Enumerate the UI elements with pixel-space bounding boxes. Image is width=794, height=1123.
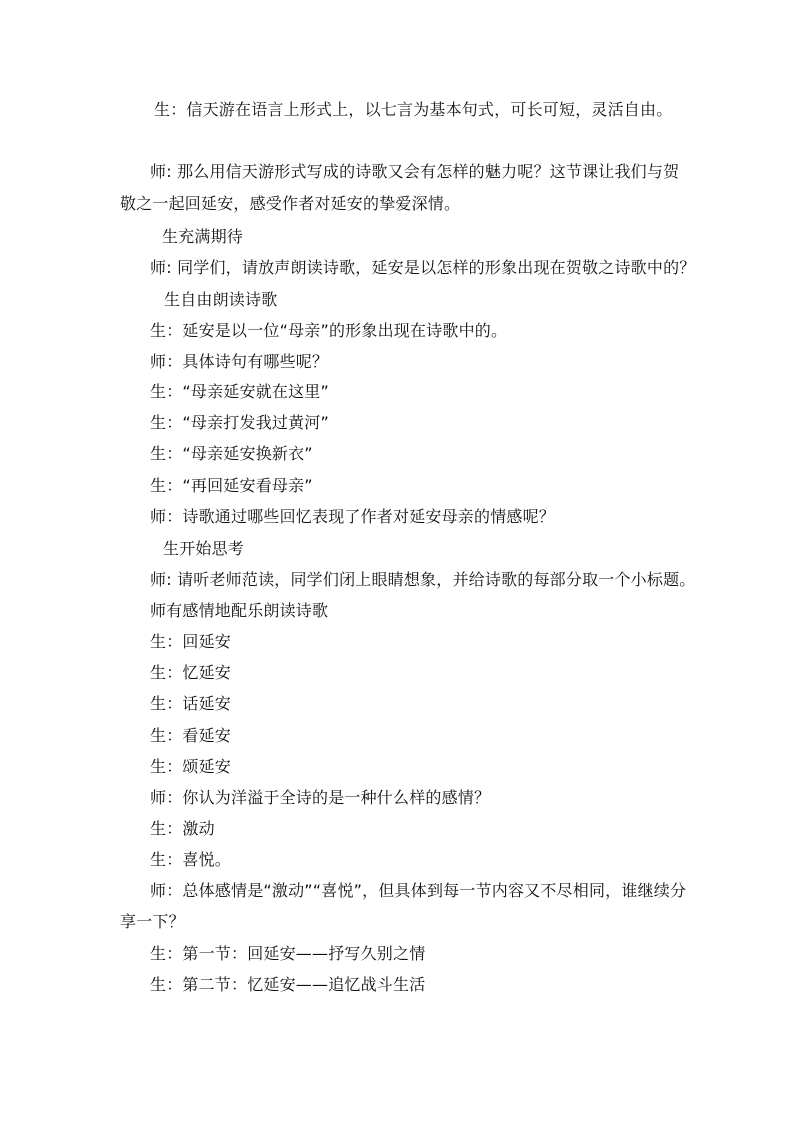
teacher-line: 师: 请听老师范读，同学们闭上眼睛想象，并给诗歌的每部分取一个小标题。 [150, 570, 696, 589]
student-line: 生：话延安 [150, 694, 232, 713]
student-line: 生：“母亲延安换新衣” [150, 444, 313, 463]
teacher-line: 师：具体诗句有哪些呢？ [150, 352, 329, 371]
student-line: 生：延安是以一位“母亲”的形象出现在诗歌中的。 [150, 321, 508, 340]
student-line: 生：颂延安 [150, 757, 232, 776]
teacher-line: 师: 同学们，请放声朗读诗歌，延安是以怎样的形象出现在贺敬之诗歌中的？ [150, 258, 696, 277]
student-line: 生：“母亲延安就在这里” [150, 382, 329, 401]
teacher-line: 师：总体感情是“激动”“喜悦”，但具体到每一节内容又不尽相同，谁继续分 [150, 881, 687, 900]
student-line: 生：“再回延安看母亲” [150, 476, 313, 495]
stage-direction: 生自由朗读诗歌 [164, 290, 278, 309]
student-line: 生：喜悦。 [150, 850, 232, 869]
student-line: 生：忆延安 [150, 663, 232, 682]
student-line: 生：回延安 [150, 632, 232, 651]
student-line: 生：看延安 [150, 726, 232, 745]
student-line: 生：激动 [150, 819, 215, 838]
student-line: 生：第二节：忆延安——追忆战斗生活 [150, 975, 426, 994]
teacher-line: 师：你认为洋溢于全诗的是一种什么样的感情？ [150, 788, 491, 807]
teacher-line-continuation: 享一下？ [120, 912, 185, 931]
teacher-line-continuation: 敬之一起回延安，感受作者对延安的挚爱深情。 [120, 194, 461, 213]
teacher-line: 师: 那么用信天游形式写成的诗歌又会有怎样的魅力呢？这节课让我们与贺 [150, 162, 680, 181]
stage-direction: 生开始思考 [163, 539, 245, 558]
student-line: 生：“母亲打发我过黄河” [150, 413, 329, 432]
teacher-line: 师：诗歌通过哪些回忆表现了作者对延安母亲的情感呢？ [150, 507, 556, 526]
stage-direction: 生充满期待 [162, 227, 244, 246]
student-line: 生：第一节：回延安——抒写久别之情 [150, 944, 426, 963]
stage-direction: 师有感情地配乐朗读诗歌 [150, 601, 329, 620]
student-line: 生：信天游在语言上形式上，以七言为基本句式，可长可短，灵活自由。 [154, 100, 673, 119]
